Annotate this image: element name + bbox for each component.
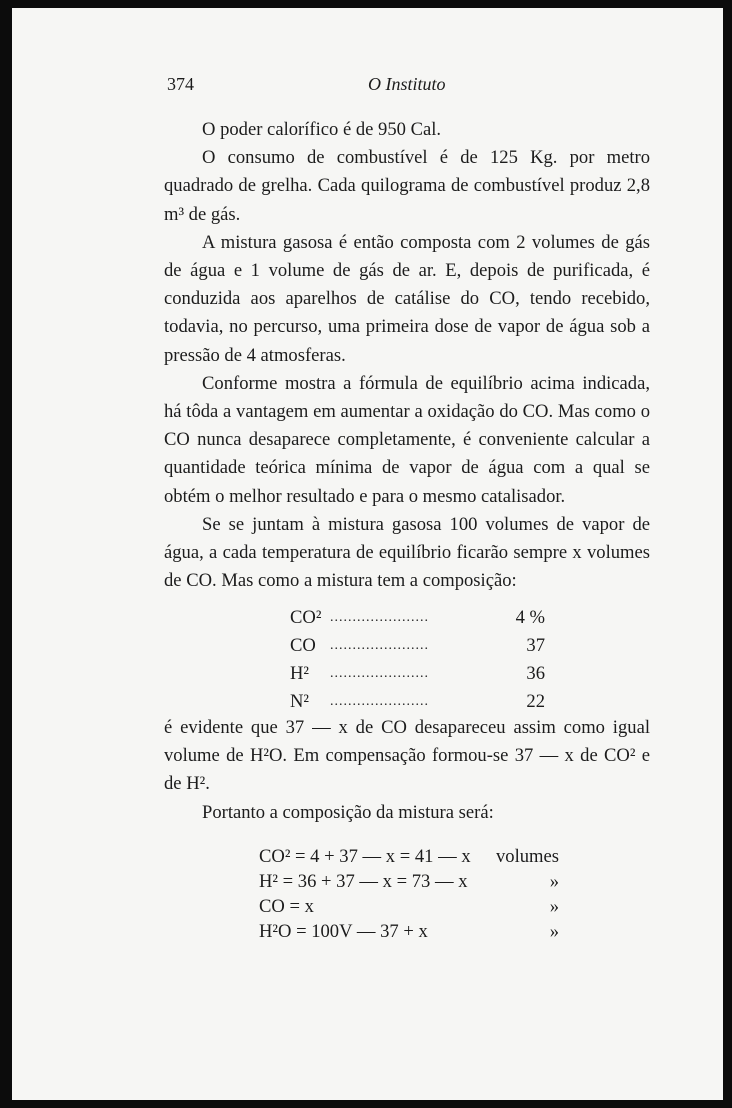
equation-unit: » [549,896,559,917]
equations-block [259,844,559,944]
equation-expression: CO² = 4 + 37 — x = 41 — x [259,846,471,867]
component-label: CO² [290,607,322,628]
equation-expression: H²O = 100V — 37 + x [259,921,428,942]
equation-row [259,919,559,944]
page-number: 374 [167,74,194,94]
book-page [12,8,723,1100]
paragraph: O consumo de combustível é de 125 Kg. por metro quadrado de grelha. Cada quilograma de combustível produz 2,8 m³ de gás. [164,147,650,225]
paragraph: Se se juntam à mistura gasosa 100 volumes de vapor de água, a cada temperatura de equilíbrio ficarão sempre x volumes de CO. Mas como a mistura tem a composição: [164,513,650,592]
paragraph: A mistura gasosa é então composta com 2 volumes de gás de água e 1 volume de gás de ar. E, depois de purificada, é conduzida aos aparelhos de catálise do CO, tendo recebido, todavia, no percurso, uma primeira dose de vapor de água sob a pressão de 4 atmosferas. [164,231,650,366]
paragraph: Portanto a composição da mistura será: [202,801,494,823]
equation-row [259,869,559,894]
equation-row [259,894,559,919]
table-row [290,688,545,716]
leader-dots: ...................... [330,666,429,681]
table-row [290,632,545,660]
component-value: 36 [526,663,545,684]
equation-row [259,844,559,869]
equation-unit: » [549,921,559,942]
paragraph: é evidente que 37 — x de CO desapareceu assim como igual volume de H²O. Em compensação formou-se 37 — x de CO² e de H². [164,717,650,795]
component-label: CO [290,635,316,656]
body-text-bottom [164,714,650,827]
table-row [290,660,545,688]
component-value: 22 [526,691,545,712]
component-label: H² [290,663,310,684]
equation-unit: » [549,871,559,892]
paragraph: O poder calorífico é de 950 Cal. [202,119,442,140]
leader-dots: ...................... [330,610,429,625]
composition-table [290,604,545,716]
leader-dots: ...................... [330,694,429,709]
leader-dots: ...................... [330,638,429,653]
equation-expression: CO = x [259,896,314,917]
equation-expression: H² = 36 + 37 — x = 73 — x [259,871,468,892]
running-title: O Instituto [368,74,446,94]
paragraph: Conforme mostra a fórmula de equilíbrio acima indicada, há tôda a vantagem em aumentar a oxidação do CO. Mas como o CO nunca desaparece completamente, é conveniente calcular a quantidade teórica mínima de vapor de água com a qual se obtém o melhor resultado e para o mesmo catalisador. [164,372,650,507]
component-value: 4 % [515,607,545,628]
table-row [290,604,545,632]
body-text-top [164,116,650,595]
equation-unit: volumes [495,846,559,867]
component-value: 37 [526,635,545,656]
component-label: N² [290,691,310,712]
